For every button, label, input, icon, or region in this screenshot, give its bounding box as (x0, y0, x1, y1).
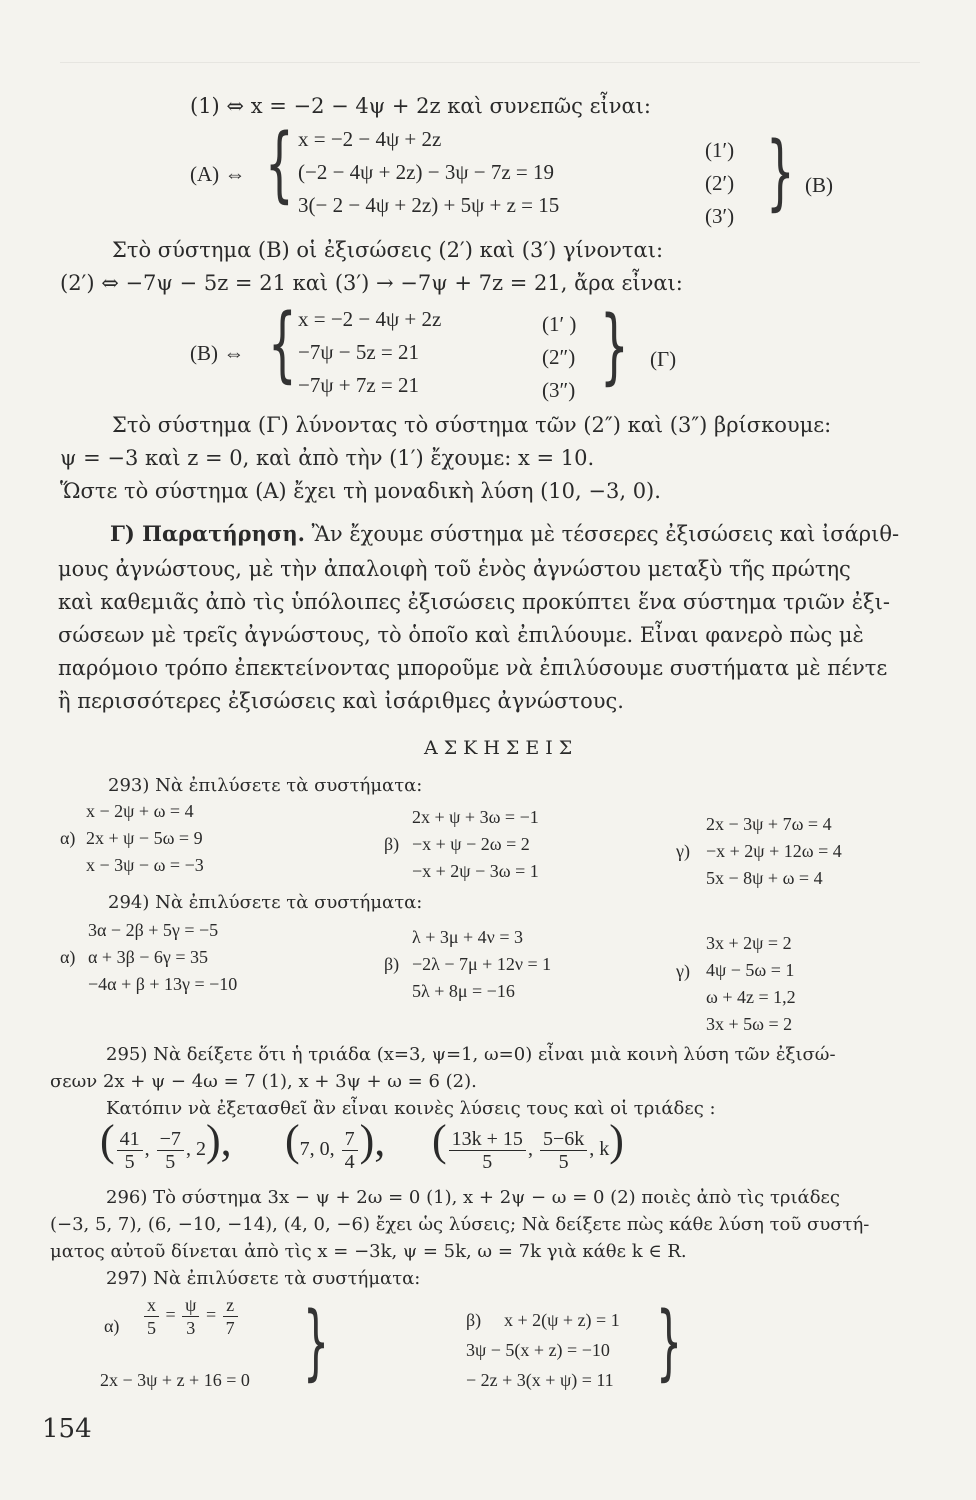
remark-line: μους ἀγνώστους, μὲ τὴν ἀπαλοιφὴ τοῦ ἑνὸς ἀγνώστου μεταξὺ τῆς πρώτης (58, 557, 851, 581)
remark-line: σώσεων μὲ τρεῖς ἀγνώστους, τὸ ὁποῖο καὶ ἐπιλύουμε. Εἶναι φανερὸ πὼς μὲ (58, 623, 864, 647)
label-a: α) (60, 828, 76, 848)
equation: x + 2(ψ + z) = 1 (504, 1310, 620, 1330)
fraction: $\frac{x}{5}$ (144, 1294, 159, 1339)
paren: ( (432, 1116, 447, 1165)
right-brace: } (600, 299, 629, 394)
exercise-294-intro: 294) Νὰ ἐπιλύσετε τὰ συστήματα: (108, 892, 423, 913)
remark-text: Ἂν ἔχουμε σύστημα μὲ τέσσερες ἐξισώσεις καὶ ἰσάριθ- (304, 522, 900, 546)
fraction: $\frac{-7}{5}$ (157, 1128, 184, 1173)
label-b: β) (466, 1310, 482, 1330)
equation: −4α + β + 13γ = −10 (88, 974, 238, 994)
intro-line: (1) ⇔ x = −2 − 4ψ + 2z καὶ συνεπῶς εἶναι: (190, 94, 651, 118)
remark-first-line (110, 521, 899, 547)
fraction: $\frac{13k + 15}{5}$ (449, 1128, 526, 1173)
equation-tag: (1′) (705, 138, 735, 162)
equation: −x + 2ψ − 3ω = 1 (412, 861, 539, 881)
equation: x − 2ψ + ω = 4 (86, 801, 194, 821)
paren: ), (359, 1116, 386, 1165)
triple-3: ( $\frac{13k + 15}{5}$ , $\frac{5-6k}{5}$ , k) (432, 1116, 624, 1173)
equation: 2x − 3ψ + z + 16 = 0 (100, 1370, 250, 1390)
right-brace: } (656, 1295, 683, 1390)
left-brace: { (268, 297, 297, 392)
equation-tag: (3′) (705, 204, 735, 228)
equation: 3(− 2 − 4ψ + 2z) + 5ψ + z = 15 (298, 193, 560, 217)
equation: 2x + ψ + 3ω = −1 (412, 807, 539, 827)
equation: 3x + 2ψ = 2 (706, 933, 792, 953)
fraction: $\frac{z}{7}$ (223, 1294, 238, 1339)
exercises-heading: ΑΣΚΗΣΕΙΣ (424, 737, 579, 759)
fraction: $\frac{41}{5}$ (117, 1128, 143, 1173)
equation: 3ψ − 5(x + z) = −10 (466, 1340, 610, 1360)
label-b: β) (384, 954, 400, 974)
remark-title: Γ) Παρατήρηση. (110, 521, 305, 546)
equation: 5λ + 8μ = −16 (412, 981, 515, 1001)
equation-tag: (3″) (542, 378, 576, 402)
show-through (60, 62, 920, 77)
equation: 5x − 8ψ + ω = 4 (706, 868, 823, 888)
paren: ( (285, 1116, 300, 1165)
fraction: $\frac{5-6k}{5}$ (540, 1128, 587, 1173)
equation-tag: (1′ ) (542, 312, 577, 336)
fraction: $\frac{\psi}{3}$ (182, 1294, 199, 1339)
exercise-295-line: Κατόπιν νὰ ἐξετασθεῖ ἂν εἶναι κοινὲς λύσεις τους καὶ οἱ τριάδες : (106, 1098, 716, 1119)
exercise-296-line: ματος αὐτοῦ δίνεται ἀπὸ τὶς x = −3k, ψ = 5k, ω = 7k γιὰ κάθε k ∈ R. (50, 1241, 687, 1262)
equation: 3x + 5ω = 2 (706, 1014, 793, 1034)
equation: −7ψ + 7z = 21 (298, 373, 419, 397)
label-b: β) (384, 834, 400, 854)
system-b-label: (B) ⇔ (190, 341, 245, 365)
equation: λ + 3μ + 4ν = 3 (412, 927, 523, 947)
paragraph-line: Στὸ σύστημα (B) οἱ ἐξισώσεις (2′) καὶ (3′) γίνονται: (112, 238, 664, 262)
paragraph-line: ψ = −3 καὶ z = 0, καὶ ἀπὸ τὴν (1′) ἔχουμε: x = 10. (60, 446, 595, 470)
exercise-296-line: (−3, 5, 7), (6, −10, −14), (4, 0, −6) ἔχει ὡς λύσεις; Νὰ δείξετε πὼς κάθε λύση τοῦ συστή- (50, 1214, 870, 1235)
equation: α + 3β − 6γ = 35 (88, 947, 208, 967)
triple-2: (7, 0, $\frac{7}{4}$ ), (285, 1116, 386, 1173)
triple-1: ( $\frac{41}{5}$ , $\frac{-7}{5}$ , 2), (100, 1116, 232, 1173)
equation: ω + 4z = 1,2 (706, 987, 796, 1007)
equation: −7ψ − 5z = 21 (298, 340, 419, 364)
equation: 4ψ − 5ω = 1 (706, 960, 795, 980)
exercise-295-line: σεων 2x + ψ − 4ω = 7 (1), x + 3ψ + ω = 6 (2). (50, 1071, 477, 1092)
equation: x = −2 − 4ψ + 2z (298, 307, 442, 331)
equation: −x + ψ − 2ω = 2 (412, 834, 530, 854)
paragraph-line: Ὥστε τὸ σύστημα (A) ἔχει τὴ μοναδικὴ λύση (10, −3, 0). (60, 479, 661, 503)
equation: x − 3ψ − ω = −3 (86, 855, 204, 875)
label-c: γ) (676, 961, 690, 981)
system-name: (B) (805, 173, 833, 197)
equation: −2λ − 7μ + 12ν = 1 (412, 954, 552, 974)
paren: ), (205, 1116, 232, 1165)
remark-line: παρόμοιο τρόπο ἐπεκτείνοντας μποροῦμε νὰ ἐπιλύσουμε συστήματα μὲ πέντε (58, 656, 888, 680)
equation: − 2z + 3(x + ψ) = 11 (466, 1370, 614, 1390)
paragraph-line: Στὸ σύστημα (Γ) λύνοντας τὸ σύστημα τῶν (2″) καὶ (3″) βρίσκουμε: (112, 413, 832, 437)
remark-line: καὶ καθεμιᾶς ἀπὸ τὶς ὑπόλοιπες ἐξισώσεις προκύπτει ἕνα σύστημα τριῶν ἐξι- (58, 590, 890, 614)
remark-line: ἢ περισσότερες ἐξισώσεις καὶ ἰσάριθμες ἀγνώστους. (58, 689, 624, 713)
right-brace: } (766, 125, 795, 220)
fraction: $\frac{7}{4}$ (342, 1128, 358, 1173)
exercise-295-line: 295) Νὰ δείξετε ὅτι ἡ τριάδα (x=3, ψ=1, ω=0) εἶναι μιὰ κοινὴ λύση τῶν ἐξισώ- (106, 1044, 836, 1065)
equation: x = −2 − 4ψ + 2z (298, 127, 442, 151)
label-a: α) (60, 947, 76, 967)
paren: ( (100, 1116, 115, 1165)
right-brace: } (303, 1295, 330, 1390)
paren: ) (609, 1116, 624, 1165)
equation: −x + 2ψ + 12ω = 4 (706, 841, 842, 861)
paragraph-line: (2′) ⇔ −7ψ − 5z = 21 καὶ (3′) → −7ψ + 7z = 21, ἄρα εἶναι: (60, 271, 683, 295)
system-name: (Γ) (650, 347, 677, 371)
system-a-label: (A) ⇔ (190, 162, 246, 186)
equation: 3α − 2β + 5γ = −5 (88, 920, 219, 940)
equation-tag: (2″) (542, 345, 576, 369)
proportion: $\frac{x}{5}$ = $\frac{\psi}{3}$ = $\frac{z}{7}$ (142, 1294, 240, 1339)
exercise-296-line: 296) Τὸ σύστημα 3x − ψ + 2ω = 0 (1), x + 2ψ − ω = 0 (2) ποιὲς ἀπὸ τὶς τριάδες (106, 1187, 840, 1208)
equation-tag: (2′) (705, 171, 735, 195)
equation: (−2 − 4ψ + 2z) − 3ψ − 7z = 19 (298, 160, 554, 184)
page-number: 154 (42, 1414, 92, 1444)
left-brace: { (265, 117, 294, 212)
equation: 2x + ψ − 5ω = 9 (86, 828, 203, 848)
exercise-297-intro: 297) Νὰ ἐπιλύσετε τὰ συστήματα: (106, 1268, 421, 1289)
label-c: γ) (676, 841, 690, 861)
equation: 2x − 3ψ + 7ω = 4 (706, 814, 832, 834)
exercise-293-intro: 293) Νὰ ἐπιλύσετε τὰ συστήματα: (108, 775, 423, 796)
label-a: α) (104, 1316, 120, 1336)
